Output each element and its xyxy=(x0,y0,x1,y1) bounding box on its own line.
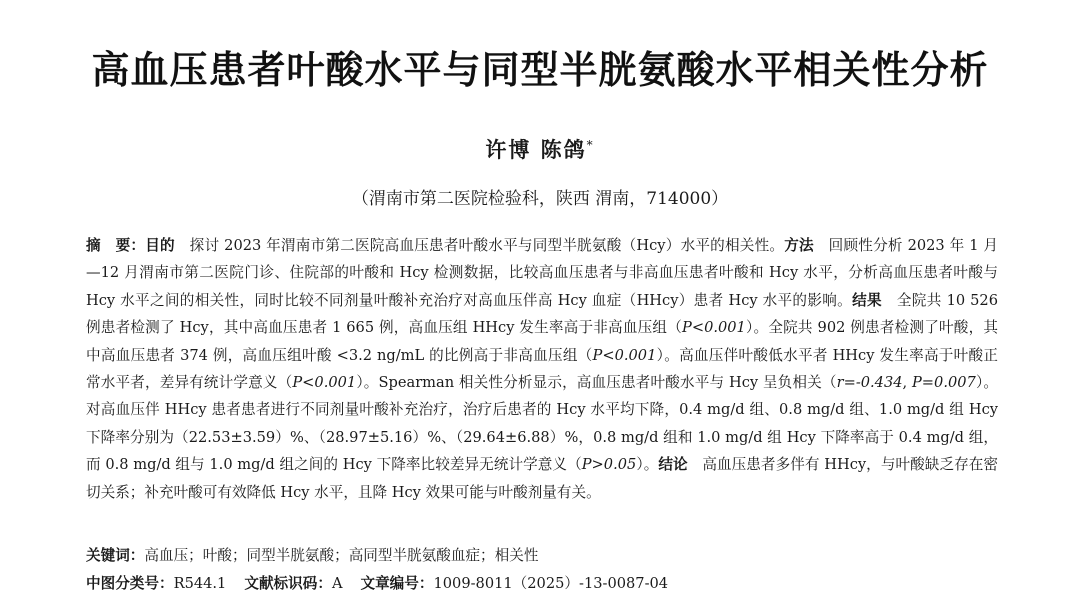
conclusion-text: 高血压患者多伴有 HHcy，与叶酸缺乏存在密切关系；补充叶酸可有效降低 Hcy 水平，且降 Hcy 效果可能与叶酸剂量有关。 xyxy=(86,456,998,501)
corresponding-author-mark: * xyxy=(586,138,595,152)
results-text-3: ）。高血压伴叶酸低水平者 HHcy 发生率高于叶酸正常水平者，差异有统计学意义（ xyxy=(86,346,998,392)
affiliation: （渭南市第二医院检验科，陕西 渭南，714000） xyxy=(351,189,729,209)
article-number-label: 文章编号： xyxy=(360,575,434,592)
keywords-text: 高血压；叶酸；同型半胱氨酸；高同型半胱氨酸血症；相关性 xyxy=(144,547,539,564)
keywords-label: 关键词： xyxy=(86,547,145,564)
p-value: P<0.001 xyxy=(292,374,357,392)
methods-label: 方法 xyxy=(784,237,814,254)
objective-text: 探讨 2023 年渭南市第二医院高血压患者叶酸水平与同型半胱氨酸（Hcy）水平的相关性。 xyxy=(174,237,785,254)
abstract xyxy=(86,232,998,506)
results-text-4: ）。Spearman 相关性分析显示，高血压患者叶酸水平与 Hcy 呈负相关（ xyxy=(356,374,837,392)
conclusion-label: 结论 xyxy=(658,456,688,474)
methods-text: 回顾性分析 2023 年 1 月—12 月渭南市第二医院门诊、住院部的叶酸和 Hcy 检测数据，比较高血压患者与非高血压患者叶酸和 Hcy 水平，分析高血压患者叶酸与 Hcy 水平之间的相关性，同时比较不同剂量叶酸补充治疗对高血压伴高 Hcy 血症（HHcy）患者 Hcy 水平的影响。 xyxy=(86,237,998,309)
results-text-2: ）。全院共 902 例患者检测了叶酸，其中高血压患者 374 例，高血压组叶酸 <3.2 ng/mL 的比例高于非高血压组（ xyxy=(86,319,998,364)
paper-title: 高血压患者叶酸水平与同型半胱氨酸水平相关性分析 xyxy=(91,48,989,92)
p-value: P<0.001 xyxy=(592,346,657,364)
article-number: 1009-8011（2025）-13-0087-04 xyxy=(433,575,669,592)
results-text-1: 全院共 10 526 例患者检测了 Hcy，其中高血压患者 1 665 例，高血压组 HHcy 发生率高于非高血压组（ xyxy=(86,291,998,337)
clc-label: 中图分类号： xyxy=(86,575,174,592)
authors xyxy=(0,131,1080,164)
results-text-5: ）。对高血压伴 HHcy 患者患者进行不同剂量叶酸补充治疗，治疗后患者的 Hcy 水平均下降，0.4 mg/d 组、0.8 mg/d 组、1.0 mg/d 组 Hcy 下降率分别为（22.53±3.59）%、（28.97±5.16）%、（29.64±6.88）%，0.8 mg/d 组和 1.0 mg/d 组 Hcy 下降率高于 0.4 mg/d 组，而 0.8 mg/d 组与 1.0 mg/d 组之间的 Hcy 下降率比较差异无统计学意义（ xyxy=(86,374,998,474)
document-code: A xyxy=(331,575,343,592)
objective-label: 目的 xyxy=(145,237,175,254)
classification-line xyxy=(86,571,998,597)
keywords xyxy=(86,543,998,569)
value-separator: , xyxy=(902,374,912,392)
results-label: 结果 xyxy=(852,291,882,309)
document-code-label: 文献标识码： xyxy=(244,575,332,592)
abstract-label: 摘 要： xyxy=(86,237,146,254)
results-text-6: ）。 xyxy=(636,456,659,474)
p-value: P=0.007 xyxy=(911,374,976,392)
p-value: P>0.05 xyxy=(581,456,637,474)
author-names: 许博 陈鸽 xyxy=(485,137,587,162)
r-value: r=-0.434 xyxy=(836,374,903,392)
p-value: P<0.001 xyxy=(682,319,746,337)
clc-number: R544.1 xyxy=(173,575,227,592)
